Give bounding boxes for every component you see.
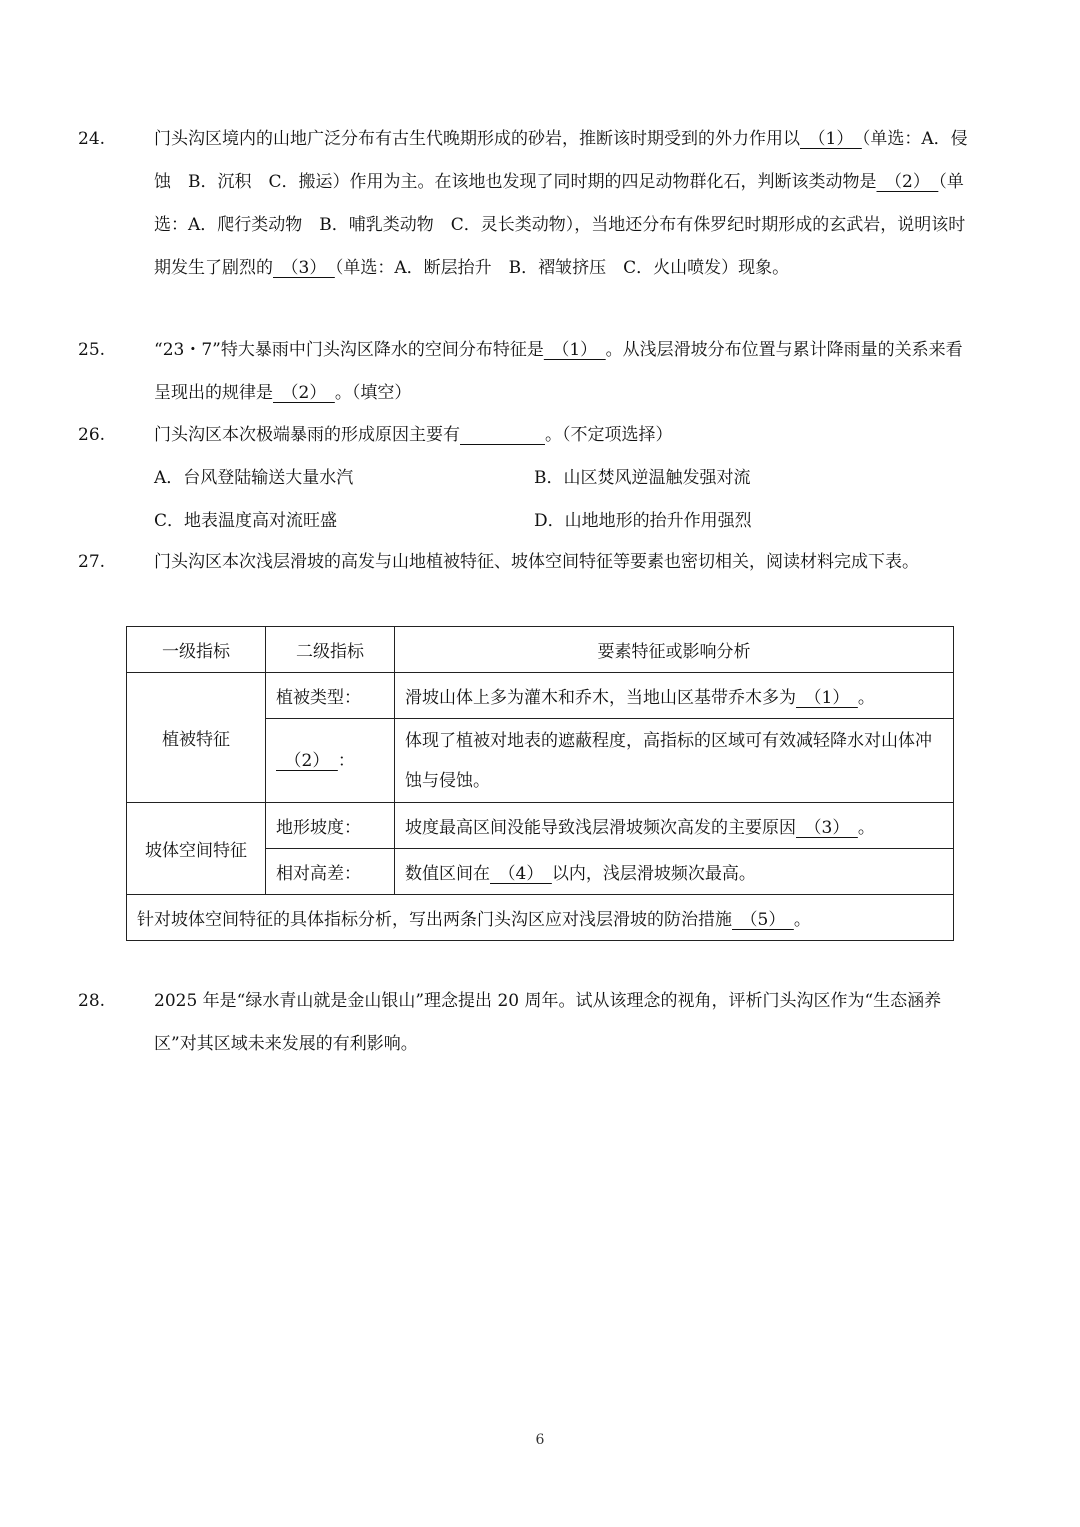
question-text: （单选：A．侵蚀 B．沉积 C．搬运）作用为主。在该地也发现了同时期的四足动物群化石，判断该类动物是 <box>154 129 968 192</box>
sub-indicator: 植被类型： <box>266 673 395 719</box>
sub-indicator: （2） ： <box>266 719 395 803</box>
question-number: 26. <box>78 425 106 445</box>
question-25 <box>78 329 968 415</box>
analysis-table <box>126 626 954 941</box>
question-number: 28. <box>78 991 106 1011</box>
sub-indicator: 相对高差： <box>266 849 395 895</box>
answer-blank[interactable]: （5） <box>732 910 794 930</box>
group-slope: 坡体空间特征 <box>127 803 266 895</box>
question-text: 门头沟区本次极端暴雨的形成原因主要有 <box>154 425 460 445</box>
answer-blank[interactable]: （2） <box>273 383 335 403</box>
answer-blank[interactable]: （4） <box>490 864 552 884</box>
question-text: 2025 年是“绿水青山就是金山银山”理念提出 20 周年。试从该理念的视角，评析门头沟区作为“生态涵养区”对其区域未来发展的有利影响。 <box>154 991 942 1054</box>
question-27 <box>78 541 968 584</box>
option-b[interactable]: B．山区焚风逆温触发强对流 <box>534 468 751 488</box>
analysis-cell: 滑坡山体上多为灌木和乔木，当地山区基带乔木多为 （1） 。 <box>395 673 954 719</box>
question-text: （单选：A．爬行类动物 B．哺乳类动物 C．灵长类动物），当地还分布有侏罗纪时期形成的玄武岩，说明该时期发生了剧烈的 <box>154 172 966 278</box>
answer-blank[interactable]: （3） <box>796 818 858 838</box>
question-text: 。（填空） <box>334 383 412 403</box>
question-text: 。（不定项选择） <box>545 425 673 445</box>
analysis-cell: 坡度最高区间没能导致浅层滑坡频次高发的主要原因 （3） 。 <box>395 803 954 849</box>
option-c[interactable]: C．地表温度高对流旺盛 <box>154 511 338 531</box>
answer-blank[interactable]: （1） <box>796 688 858 708</box>
answer-blank[interactable]: （1） <box>543 340 606 360</box>
question-text: （单选：A．断层抬升 B．褶皱挤压 C．火山喷发）现象。 <box>334 258 790 278</box>
question-text: 门头沟区境内的山地广泛分布有古生代晚期形成的砂岩，推断该时期受到的外力作用以 <box>154 129 800 149</box>
question-number: 24. <box>78 129 106 149</box>
table-header-analysis: 要素特征或影响分析 <box>395 627 954 673</box>
analysis-cell: 数值区间在 （4） 以内，浅层滑坡频次最高。 <box>395 849 954 895</box>
table-header-secondary: 二级指标 <box>266 627 395 673</box>
question-number: 25. <box>78 340 106 360</box>
question-28 <box>78 980 968 1066</box>
table-footer: 针对坡体空间特征的具体指标分析，写出两条门头沟区应对浅层滑坡的防治措施 （5） 。 <box>127 895 954 941</box>
question-text: 。从浅层滑坡分布位置与累计降雨量的关系来看呈现出的规律是 <box>154 340 963 403</box>
answer-blank[interactable]: （3） <box>273 258 335 278</box>
question-number: 27. <box>78 552 106 572</box>
table-row <box>127 803 954 849</box>
question-26 <box>78 414 968 457</box>
question-text: “23・7”特大暴雨中门头沟区降水的空间分布特征是 <box>154 340 544 360</box>
group-vegetation: 植被特征 <box>127 673 266 803</box>
option-d[interactable]: D．山地地形的抬升作用强烈 <box>534 511 752 531</box>
table-row <box>127 673 954 719</box>
answer-blank[interactable]: （1） <box>800 129 862 149</box>
page-number: 6 <box>535 1432 545 1448</box>
sub-indicator: 地形坡度： <box>266 803 395 849</box>
option-a[interactable]: A．台风登陆输送大量水汽 <box>154 468 354 488</box>
analysis-cell: 体现了植被对地表的遮蔽程度，高指标的区域可有效减轻降水对山体冲蚀与侵蚀。 <box>395 719 954 803</box>
answer-blank[interactable] <box>460 425 545 445</box>
options-list <box>154 457 914 543</box>
answer-blank[interactable]: （2） <box>276 750 338 771</box>
table-header-primary: 一级指标 <box>127 627 266 673</box>
question-24 <box>78 118 968 290</box>
answer-blank[interactable]: （2） <box>876 172 939 192</box>
table-row <box>127 895 954 941</box>
question-text: 门头沟区本次浅层滑坡的高发与山地植被特征、坡体空间特征等要素也密切相关，阅读材料完成下表。 <box>154 552 919 572</box>
